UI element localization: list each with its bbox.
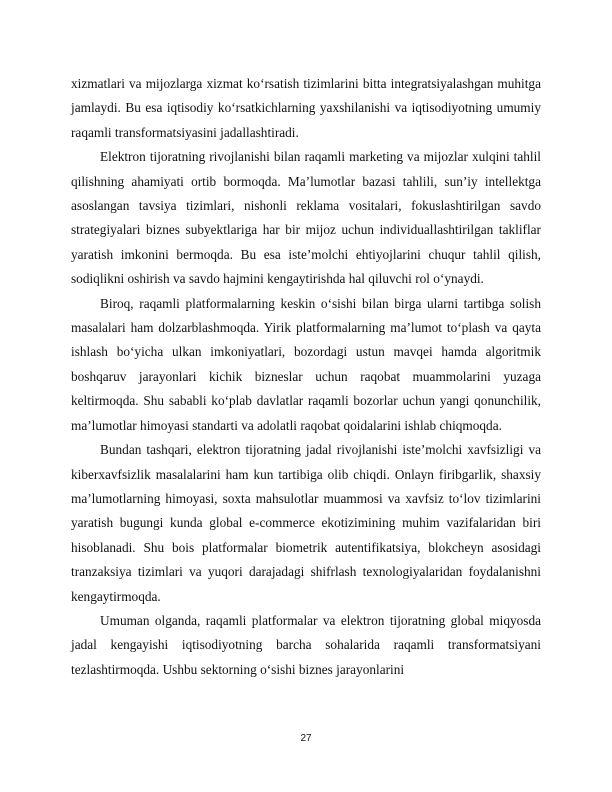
- paragraph-digital-marketing: Elektron tijoratning rivojlanishi bilan raqamli marketing va mijozlar xulqini tahlil qilishning ahamiyati ortib bormoqda. Maʼlumotlar bazasi tahlili, sunʼiy intellektga asoslangan tavsiya tizimlari, nishonli reklama vositalari, fokuslashtirilgan savdo strategiyalari biznes subyektlariga har bir mijoz uchun individuallashtirilgan takliflar yaratish imkonini bermoqda. Bu esa isteʼmolchi ehtiyojlarini chuqur tahlil qilish, sodiqlikni oshirish va savdo hajmini kengaytirishda hal qiluvchi rol oʻynaydi.: [71, 149, 541, 287]
- paragraph-cybersecurity: Bundan tashqari, elektron tijoratning jadal rivojlanishi isteʼmolchi xavfsizligi va kiberxavfsizlik masalalarini ham kun tartibiga olib chiqdi. Onlayn firibgarlik, shaxsiy maʼlumotlarning himoyasi, soxta mahsulotlar muammosi va xavfsiz toʻlov tizimlarini yaratish bugungi kunda global e-commerce ekotizimining muhim vazifalaridan biri hisoblanadi. Shu bois platformalar biometrik autentifikatsiya, blokcheyn asosidagi tranzaksiya tizimlari va yuqori darajadagi shifrlash texnologiyalaridan foydalanishni kengaytirmoqda.: [71, 442, 541, 604]
- document-body: [71, 72, 541, 682]
- page-number: 27: [300, 733, 312, 744]
- paragraph-platform-regulation: Biroq, raqamli platformalarning keskin oʻsishi bilan birga ularni tartibga solish masalalari ham dolzarblashmoqda. Yirik platformalarning maʼlumot toʻplash va qayta ishlash boʻyicha ulkan imkoniyatlari, bozordagi ustun mavqei hamda algoritmik boshqaruv jarayonlari kichik bizneslar uchun raqobat muammolarini yuzaga keltirmoqda. Shu sababli koʻplab davlatlar raqamli bozorlar uchun yangi qonunchilik, maʼlumotlar himoyasi standarti va adolatli raqobat qoidalarini ishlab chiqmoqda.: [71, 295, 541, 433]
- paragraph-conclusion: Umuman olganda, raqamli platformalar va elektron tijoratning global miqyosda jadal kengayishi iqtisodiyotning barcha sohalarida raqamli transformatsiyani tezlashtirmoqda. Ushbu sektorning oʻsishi biznes jarayonlarini: [71, 612, 541, 677]
- paragraph-continuation: xizmatlari va mijozlarga xizmat koʻrsatish tizimlarini bitta integratsiyalashgan muhitga jamlaydi. Bu esa iqtisodiy koʻrsatkichlarning yaxshilanishi va iqtisodiyotning umumiy raqamli transformatsiyasini jadallashtiradi.: [71, 76, 541, 140]
